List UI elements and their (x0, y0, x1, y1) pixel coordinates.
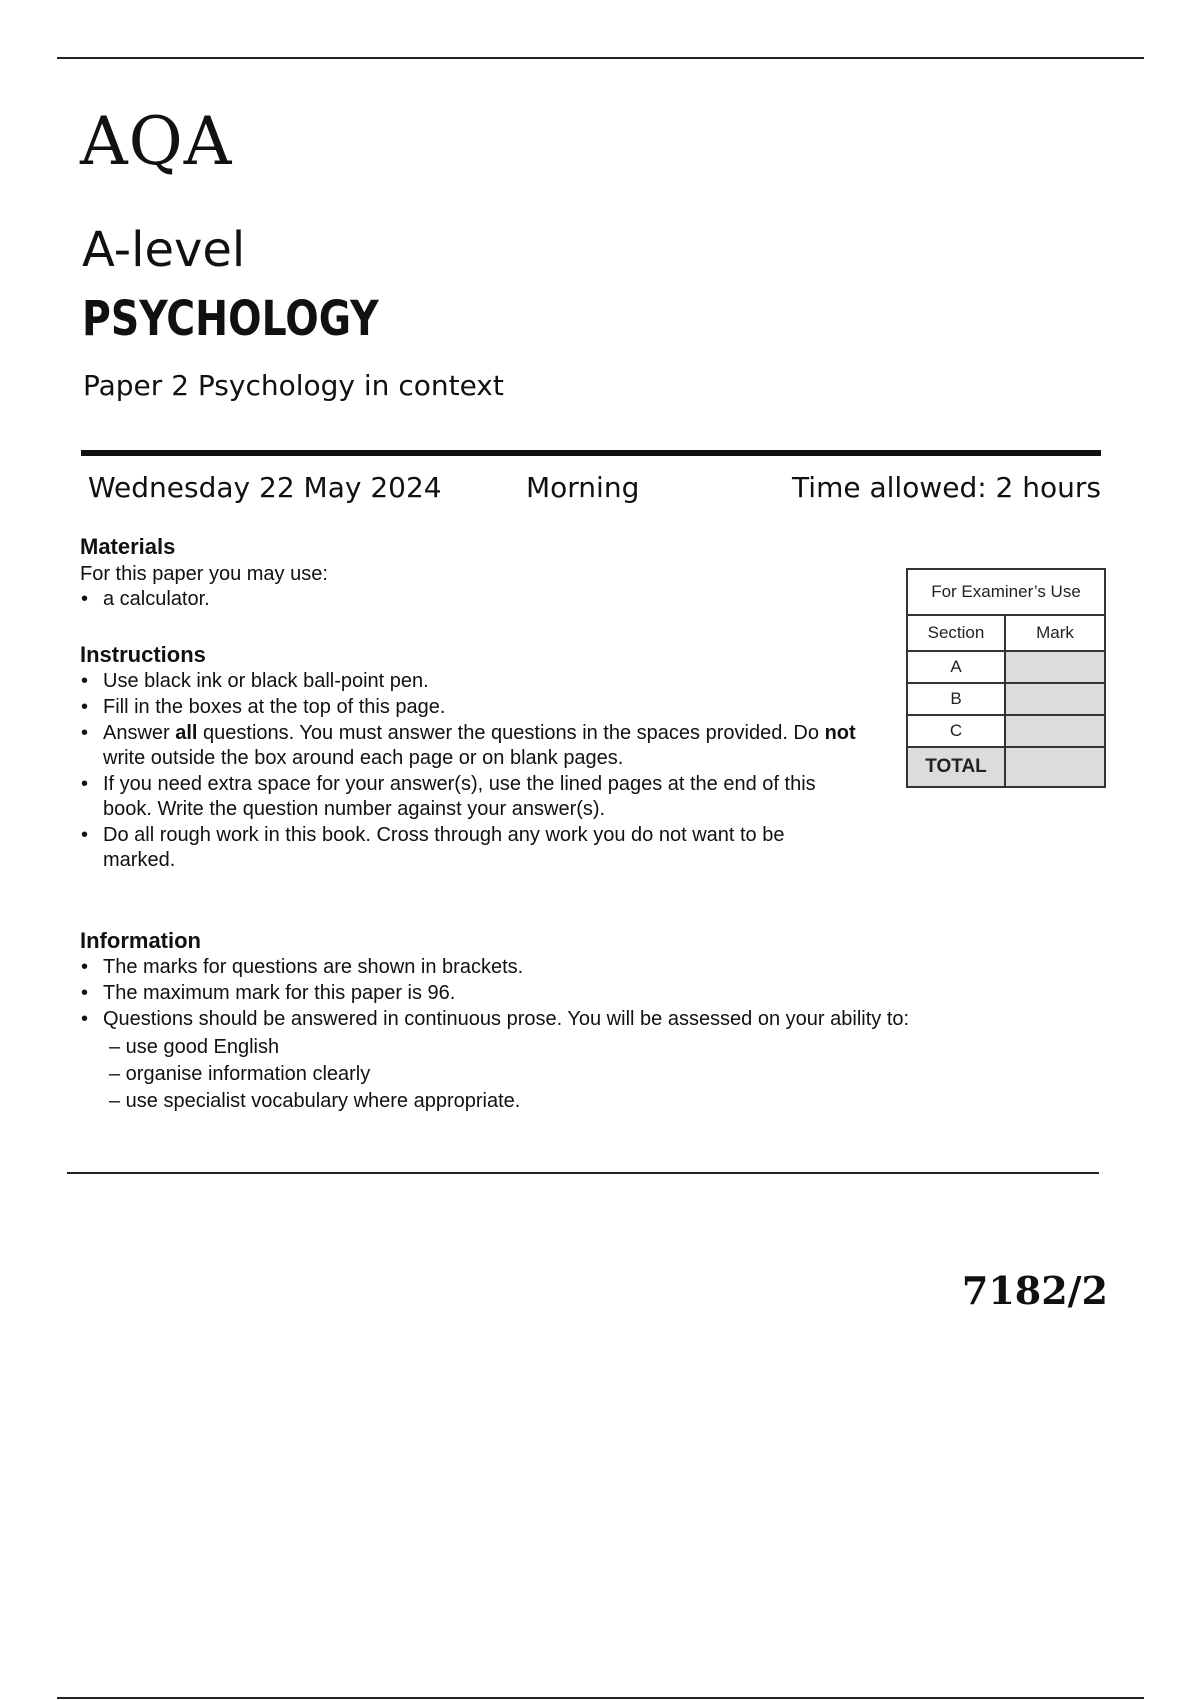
information-section (80, 927, 1120, 1116)
mark-column-header: Mark (1005, 615, 1105, 651)
section-label: B (907, 683, 1005, 715)
aqa-logo: AQA (80, 103, 233, 180)
total-label: TOTAL (907, 747, 1005, 787)
mark-cell (1005, 715, 1105, 747)
bottom-rule (57, 1697, 1144, 1699)
mark-cell (1005, 651, 1105, 683)
table-row (907, 651, 1105, 683)
list-item: – organise information clearly (109, 1063, 371, 1085)
list-item: • The marks for questions are shown in brackets. (80, 955, 1120, 980)
exam-date: Wednesday 22 May 2024 (88, 471, 442, 504)
list-item: • The maximum mark for this paper is 96. (80, 981, 1120, 1006)
time-allowed: Time allowed: 2 hours (792, 471, 1101, 504)
list-item: • If you need extra space for your answer(s), use the lined pages at the end of this book. Write the question number against your answer(s). (80, 772, 860, 822)
table-row (907, 683, 1105, 715)
paper-title: Paper 2 Psychology in context (83, 369, 504, 402)
emphasis-text: all (175, 722, 198, 744)
information-heading: Information (80, 928, 201, 953)
total-mark-cell (1005, 747, 1105, 787)
header-divider (81, 450, 1101, 456)
list-item: – use good English (109, 1036, 280, 1058)
qualification-level: A-level (82, 222, 246, 278)
information-list (80, 955, 1120, 1115)
section-column-header: Section (907, 615, 1005, 651)
examiner-use-table (906, 568, 1106, 788)
materials-list (80, 587, 860, 612)
inline-text: Answer (103, 722, 176, 744)
list-item: • a calculator. (80, 587, 860, 612)
assessment-criteria-list (109, 1034, 1120, 1115)
instructions-section (80, 641, 860, 874)
list-item: • Do all rough work in this book. Cross through any work you do not want to be marked. (80, 823, 860, 873)
exam-session: Morning (526, 471, 640, 504)
materials-section (80, 533, 860, 613)
table-row (907, 747, 1105, 787)
paper-code: 7182/2 (961, 1268, 1108, 1313)
instructions-list (80, 669, 860, 873)
subject-title: PSYCHOLOGY (82, 291, 379, 347)
section-divider (67, 1172, 1099, 1174)
table-row (907, 715, 1105, 747)
emphasis-text: not (824, 722, 856, 744)
list-item: • Fill in the boxes at the top of this page. (80, 695, 860, 720)
section-label: C (907, 715, 1005, 747)
mark-cell (1005, 683, 1105, 715)
examiner-table-title: For Examiner’s Use (907, 569, 1105, 615)
inline-text: Questions should be answered in continuous prose. You will be assessed on your ability to: (103, 1008, 910, 1030)
materials-intro: For this paper you may use: (80, 563, 328, 585)
list-item (80, 721, 860, 771)
inline-text: questions. You must answer the questions in the spaces provided. Do (197, 722, 825, 744)
inline-text: write outside the box around each page or on blank pages. (103, 747, 624, 769)
section-label: A (907, 651, 1005, 683)
instructions-heading: Instructions (80, 642, 206, 667)
list-item (80, 1007, 1120, 1115)
materials-heading: Materials (80, 534, 176, 559)
list-item: – use specialist vocabulary where appropriate. (109, 1090, 521, 1112)
top-rule (57, 57, 1144, 59)
list-item: • Use black ink or black ball-point pen. (80, 669, 860, 694)
